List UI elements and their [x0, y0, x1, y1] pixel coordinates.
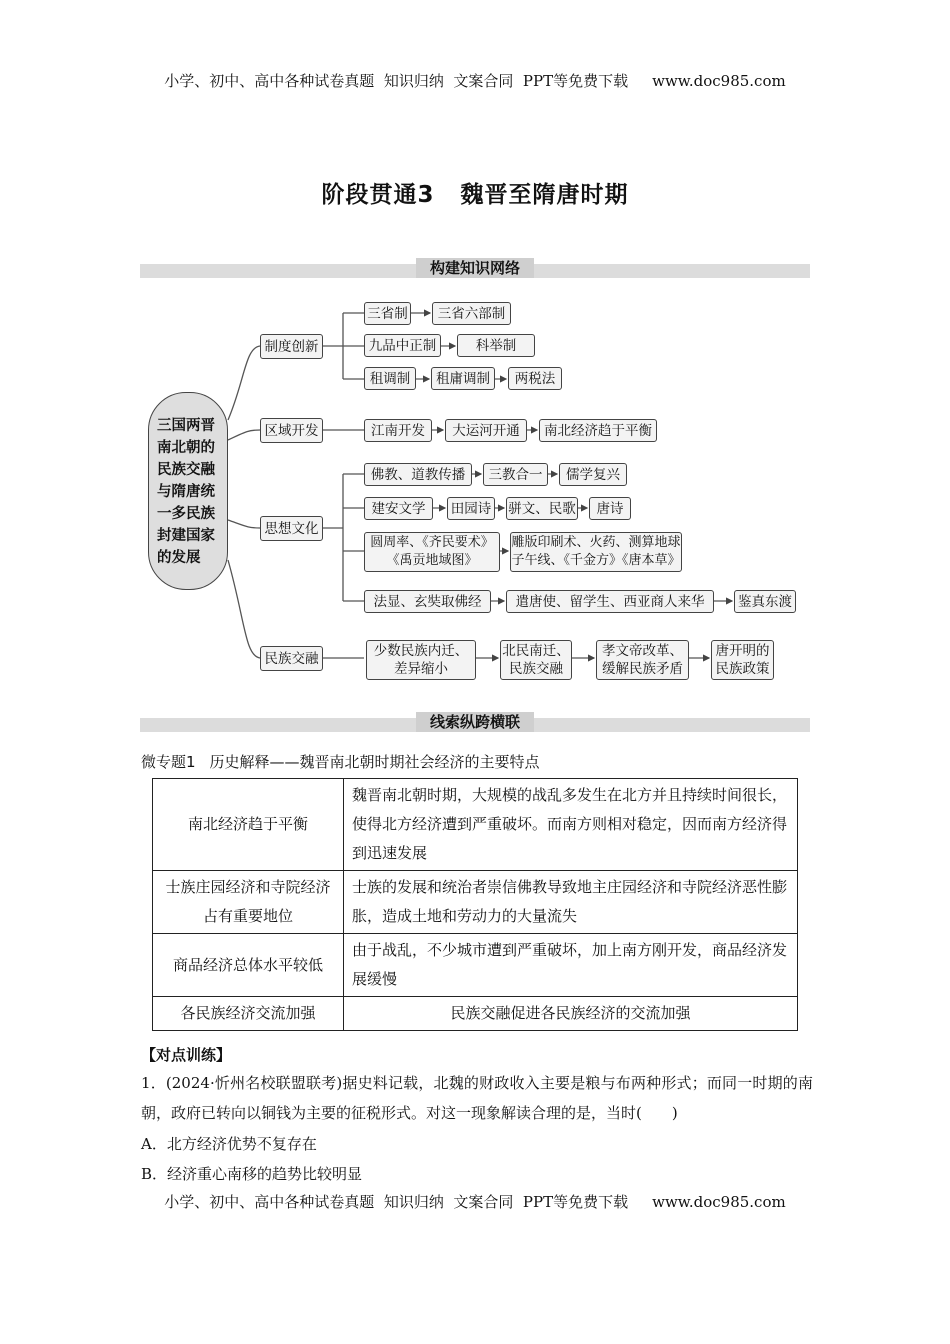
- table-row: [153, 779, 798, 871]
- node-keju: 科举制: [457, 334, 535, 357]
- table-key-cell: 南北经济趋于平衡: [153, 779, 344, 871]
- option-b[interactable]: B．经济重心南移的趋势比较明显: [141, 1165, 363, 1183]
- title-part1: 阶段贯通3: [321, 182, 435, 208]
- node-jianan: 建安文学: [364, 497, 433, 520]
- node-ruxue: 儒学复兴: [559, 463, 627, 486]
- table-value-cell: 民族交融促进各民族经济的交流加强: [344, 997, 798, 1031]
- title-part2: 魏晋至隋唐时期: [460, 182, 629, 208]
- subtopic-heading: [141, 751, 540, 772]
- node-tang-policy: 唐开明的 民族政策: [711, 640, 774, 680]
- node-faxian: 法显、玄奘取佛经: [364, 590, 491, 613]
- node-canal: 大运河开通: [445, 419, 527, 442]
- node-jianzhen: 鉴真东渡: [734, 590, 796, 613]
- footer-text: 小学、初中、高中各种试卷真题 知识归纳 文案合同 PPT等免费下载: [164, 1193, 629, 1211]
- subtopic-number: 微专题1: [141, 753, 196, 771]
- table-key-cell: 士族庄园经济和寺院经济占有重要地位: [153, 871, 344, 934]
- node-jiangnan: 江南开发: [364, 419, 432, 442]
- subtopic-title: 历史解释——魏晋南北朝时期社会经济的主要特点: [209, 753, 540, 771]
- node-tianyuan: 田园诗: [447, 497, 495, 520]
- node-balance: 南北经济趋于平衡: [539, 419, 657, 442]
- branch-region: 区域开发: [260, 418, 323, 443]
- header-text: 小学、初中、高中各种试卷真题 知识归纳 文案合同 PPT等免费下载: [164, 72, 629, 90]
- mindmap-root: 三国两晋 南北朝的 民族交融 与隋唐统 一多民族 封建国家 的发展: [148, 392, 228, 590]
- node-tangshi: 唐诗: [589, 497, 631, 520]
- node-jiupin: 九品中正制: [364, 334, 441, 357]
- node-religion: 佛教、道教传播: [364, 463, 472, 486]
- node-sanjiao: 三教合一: [483, 463, 548, 486]
- header-url[interactable]: www.doc985.com: [652, 72, 786, 90]
- node-nanqian: 北民南迁、 民族交融: [500, 640, 572, 680]
- table-row: [153, 871, 798, 934]
- branch-institution: 制度创新: [260, 334, 323, 359]
- table-value-cell: 士族的发展和统治者崇信佛教导致地主庄园经济和寺院经济恶性膨胀，造成土地和劳动力的大量流失: [344, 871, 798, 934]
- section-heading-threads: 线索纵跨横联: [140, 711, 810, 732]
- footer-url[interactable]: www.doc985.com: [652, 1193, 786, 1211]
- node-liangshui: 两税法: [508, 367, 562, 390]
- branch-culture: 思想文化: [260, 516, 323, 541]
- features-table: [152, 778, 798, 1031]
- node-qiantangshi: 遣唐使、留学生、西亚商人来华: [506, 590, 714, 613]
- node-neiqian: 少数民族内迁、 差异缩小: [366, 640, 476, 680]
- table-row: [153, 934, 798, 997]
- node-sansheng: 三省制: [364, 302, 411, 325]
- table-row: [153, 997, 798, 1031]
- node-pianwen: 骈文、民歌: [506, 497, 578, 520]
- question-text: 1．(2024·忻州名校联盟联考)据史料记载，北魏的财政收入主要是粮与布两种形式；而同一时期的南朝，政府已转向以铜钱为主要的征税形式。对这一现象解读合理的是，当时( ): [141, 1074, 813, 1122]
- node-sansheng-liubu: 三省六部制: [432, 302, 511, 325]
- training-heading: 【对点训练】: [141, 1046, 232, 1064]
- table-key-cell: 各民族经济交流加强: [153, 997, 344, 1031]
- node-zuyongdiao: 租庸调制: [431, 367, 495, 390]
- section-heading-network: 构建知识网络: [140, 257, 810, 278]
- page-footer: [0, 1191, 950, 1212]
- node-science-early: 圆周率、《齐民要术》 《禹贡地域图》: [364, 532, 500, 572]
- table-value-cell: 魏晋南北朝时期，大规模的战乱多发生在北方并且持续时间很长，使得北方经济遭到严重破坏。而南方则相对稳定，因而南方经济得到迅速发展: [344, 779, 798, 871]
- node-xiaowendi: 孝文帝改革、 缓解民族矛盾: [596, 640, 689, 680]
- branch-ethnic: 民族交融: [260, 646, 323, 671]
- table-value-cell: 由于战乱，不少城市遭到严重破坏，加上南方刚开发，商品经济发展缓慢: [344, 934, 798, 997]
- table-key-cell: 商品经济总体水平较低: [153, 934, 344, 997]
- node-science-tang: 雕版印刷术、火药、测算地球 子午线、《千金方》《唐本草》: [510, 532, 682, 572]
- option-a[interactable]: A．北方经济优势不复存在: [141, 1135, 317, 1153]
- node-zudiao: 租调制: [364, 367, 416, 390]
